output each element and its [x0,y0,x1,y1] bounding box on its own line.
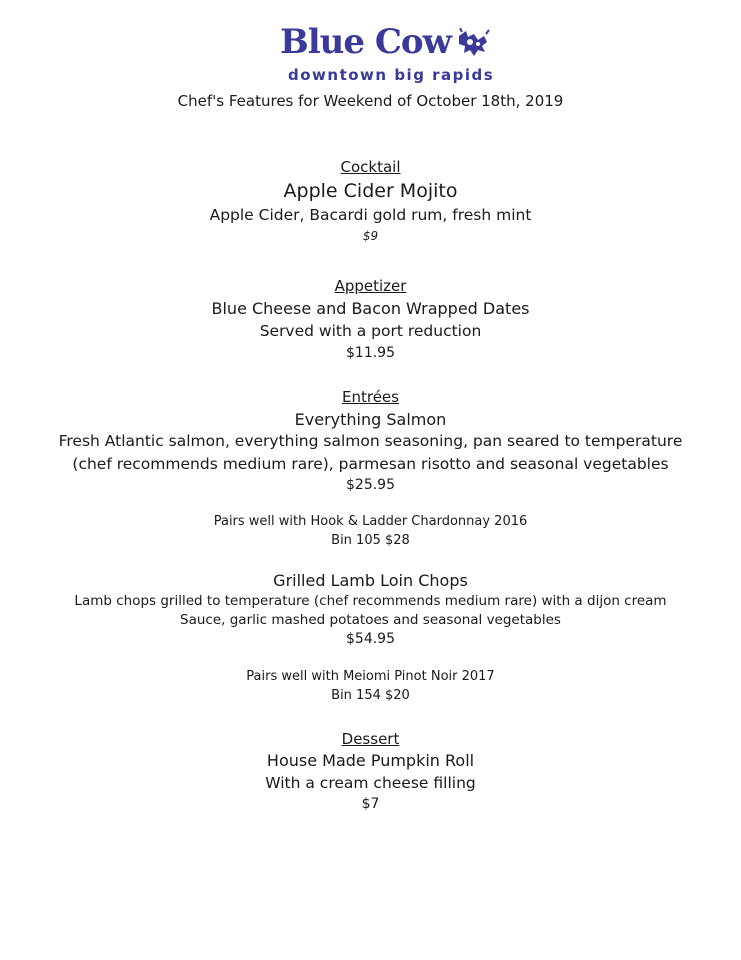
logo-tagline: downtown big rapids [288,66,495,84]
logo-name: Blue Cow [280,22,451,62]
lamb-price: $54.95 [346,631,395,647]
salmon-description-line1: Fresh Atlantic salmon, everything salmon seasoning, pan seared to temperature [58,432,683,450]
cocktail-heading: Cocktail [340,158,401,176]
dessert-name: House Made Pumpkin Roll [266,751,475,770]
lamb-bin: Bin 154 $20 [331,688,410,703]
appetizer-name: Blue Cheese and Bacon Wrapped Dates [211,299,530,318]
lamb-description-line2: Sauce, garlic mashed potatoes and seasonal vegetables [180,612,561,628]
entrees-heading: Entrées [342,388,399,406]
lamb-description-line1: Lamb chops grilled to temperature (chef recommends medium rare) with a dijon cream [74,593,667,609]
dessert-heading: Dessert [341,730,400,748]
cocktail-description: Apple Cider, Bacardi gold rum, fresh mint [209,206,532,224]
dessert-description: With a cream cheese filling [265,774,476,792]
blue-cow-logo [270,22,500,86]
salmon-description-line2: (chef recommends medium rare), parmesan risotto and seasonal vegetables [72,455,669,473]
appetizer-price: $11.95 [346,345,395,361]
appetizer-description: Served with a port reduction [259,322,482,340]
lamb-pairing: Pairs well with Meiomi Pinot Noir 2017 [246,669,495,684]
salmon-name: Everything Salmon [294,410,447,429]
lamb-name: Grilled Lamb Loin Chops [273,571,468,590]
salmon-pairing: Pairs well with Hook & Ladder Chardonnay 2016 [213,514,528,529]
dessert-price: $7 [361,796,380,812]
cow-icon [456,28,490,58]
cocktail-name: Apple Cider Mojito [283,180,458,202]
page-subtitle: Chef's Features for Weekend of October 18th, 2019 [177,92,564,110]
salmon-price: $25.95 [346,477,395,493]
appetizer-heading: Appetizer [334,277,407,295]
cocktail-price: $9 [362,229,379,243]
salmon-bin: Bin 105 $28 [331,533,410,548]
